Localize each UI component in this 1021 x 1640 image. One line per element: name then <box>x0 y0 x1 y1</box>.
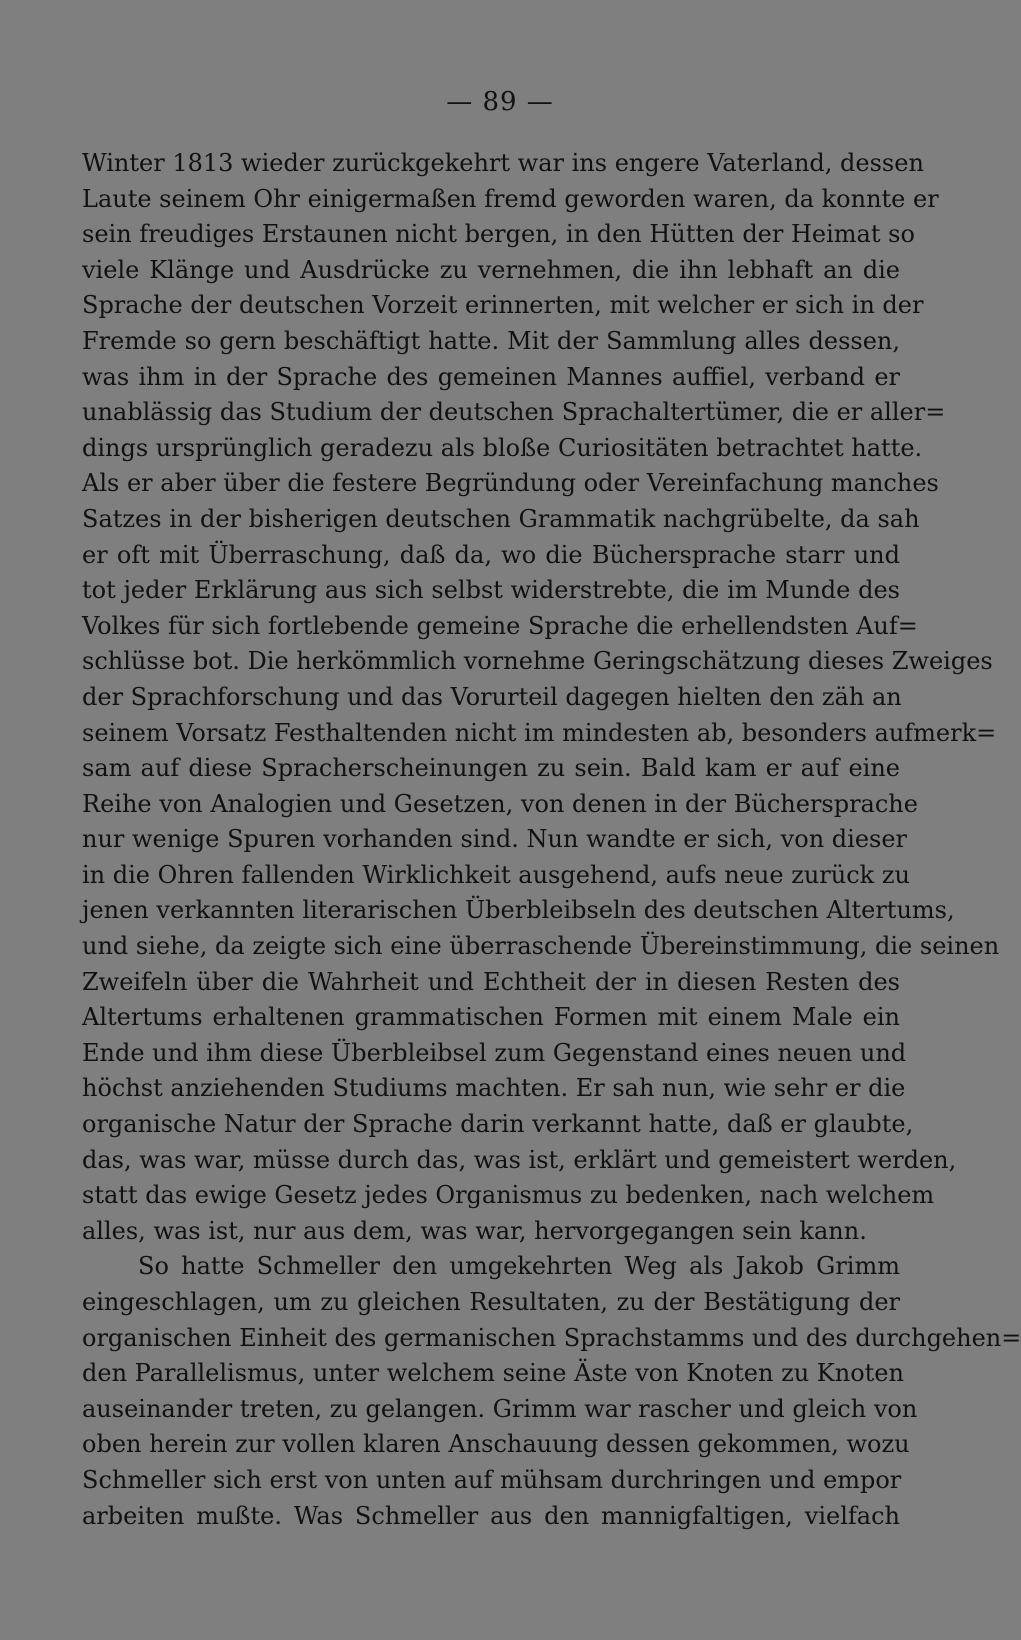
text-line: den Parallelismus, unter welchem seine Äste von Knoten zu Knoten <box>82 1359 904 1388</box>
text-line: eingeschlagen, um zu gleichen Resultaten, zu der Bestätigung der <box>82 1288 900 1316</box>
text-line: höchst anziehenden Studiums machten. Er sah nun, wie sehr er die <box>82 1074 906 1103</box>
text-line: alles, was ist, nur aus dem, was war, hervorgegangen sein kann. <box>82 1216 867 1245</box>
text-line: Winter 1813 wieder zurückgekehrt war ins engere Vaterland, dessen <box>82 149 924 177</box>
text-line: schlüsse bot. Die herkömmlich vornehme Geringschätzung dieses Zweiges <box>82 647 993 676</box>
text-line: oben herein zur vollen klaren Anschauung dessen gekommen, wozu <box>82 1430 910 1459</box>
text-line: statt das ewige Gesetz jedes Organismus zu bedenken, nach welchem <box>82 1181 935 1210</box>
text-line: nur wenige Spuren vorhanden sind. Nun wandte er sich, von dieser <box>82 825 908 854</box>
text-line: Ende und ihm diese Überbleibsel zum Gegenstand eines neuen und <box>82 1038 907 1067</box>
text-line: in die Ohren fallenden Wirklichkeit ausgehend, aufs neue zurück zu <box>82 860 910 889</box>
text-line: Sprache der deutschen Vorzeit erinnerten, mit welcher er sich in der <box>82 291 924 320</box>
text-line: er oft mit Überraschung, daß da, wo die Büchersprache starr und <box>82 540 900 569</box>
text-line: organischen Einheit des germanischen Sprachstamms und des durchgehen= <box>82 1323 1021 1352</box>
text-line: Altertums erhaltenen grammatischen Formen mit einem Male ein <box>82 1003 900 1032</box>
text-line: Fremde so gern beschäftigt hatte. Mit der Sammlung alles dessen, <box>82 326 900 355</box>
text-line: was ihm in der Sprache des gemeinen Mannes auffiel, verband er <box>82 362 900 391</box>
text-line: tot jeder Erklärung aus sich selbst widerstrebte, die im Munde des <box>82 576 900 605</box>
text-line: Laute seinem Ohr einigermaßen fremd geworden waren, da konnte er <box>82 184 939 213</box>
text-line: viele Klänge und Ausdrücke zu vernehmen, die ihn lebhaft an die <box>82 255 900 284</box>
text-line: seinem Vorsatz Festhaltenden nicht im mindesten ab, besonders aufmerk= <box>82 718 997 747</box>
text-line: sein freudiges Erstaunen nicht bergen, in den Hütten der Heimat so <box>82 220 915 249</box>
text-line: arbeiten mußte. Was Schmeller aus den mannigfaltigen, vielfach <box>82 1501 900 1530</box>
body-text <box>82 146 1021 1534</box>
text-line: Schmeller sich erst von unten auf mühsam durchringen und empor <box>82 1465 902 1494</box>
text-line: auseinander treten, zu gelangen. Grimm war rascher und gleich von <box>82 1394 918 1423</box>
text-line: Als er aber über die festere Begründung oder Vereinfachung manches <box>82 469 939 498</box>
text-line: der Sprachforschung und das Vorurteil dagegen hielten den zäh an <box>82 682 902 711</box>
page-number: — 89 — <box>446 87 554 117</box>
text-line: und siehe, da zeigte sich eine überraschende Übereinstimmung, die seinen <box>82 932 1000 961</box>
text-line: Satzes in der bisherigen deutschen Grammatik nachgrübelte, da sah <box>82 504 920 533</box>
text-line: So hatte Schmeller den umgekehrten Weg als Jakob Grimm <box>138 1252 900 1281</box>
text-line: Reihe von Analogien und Gesetzen, von denen in der Büchersprache <box>82 789 918 818</box>
text-line: dings ursprünglich geradezu als bloße Curiositäten betrachtet hatte. <box>82 433 923 462</box>
text-line: unablässig das Studium der deutschen Sprachaltertümer, die er aller= <box>82 398 946 427</box>
text-line: organische Natur der Sprache darin verkannt hatte, daß er glaubte, <box>82 1110 914 1139</box>
text-line: jenen verkannten literarischen Überbleibseln des deutschen Altertums, <box>82 896 955 925</box>
text-line: das, was war, müsse durch das, was ist, erklärt und gemeistert werden, <box>82 1145 957 1174</box>
text-line: sam auf diese Spracherscheinungen zu sein. Bald kam er auf eine <box>82 754 900 783</box>
text-line: Volkes für sich fortlebende gemeine Sprache die erhellendsten Auf= <box>82 611 918 640</box>
text-line: Zweifeln über die Wahrheit und Echtheit der in diesen Resten des <box>82 967 900 996</box>
